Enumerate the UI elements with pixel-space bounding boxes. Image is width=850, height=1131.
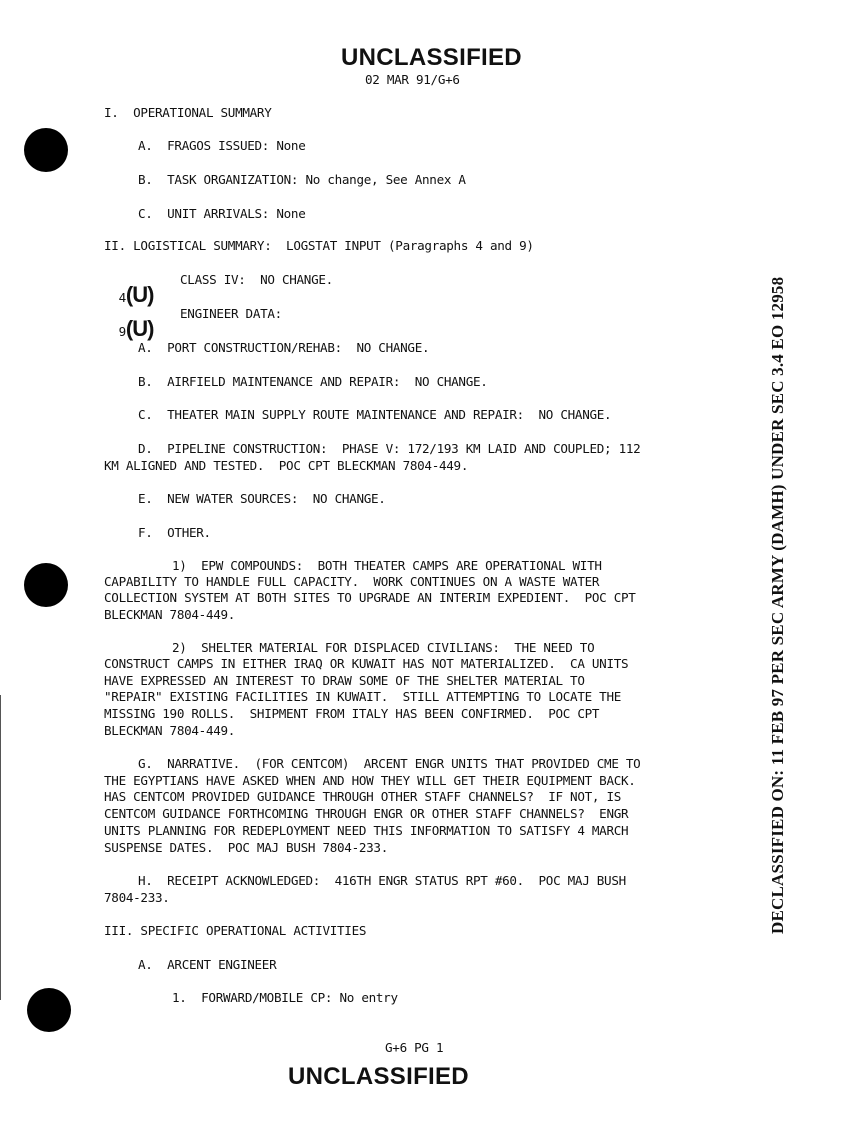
scan-margin-line — [0, 695, 1, 1000]
declassification-stamp: DECLASSIFIED ON: 11 FEB 97 PER SEC ARMY (DAMH) UNDER SEC 3.4 EO 12958 — [768, 276, 787, 934]
item-f2-line-5: MISSING 190 ROLLS. SHIPMENT FROM ITALY HAS BEEN CONFIRMED. POC CPT — [104, 706, 600, 721]
item-f1-line-1: 1) EPW COMPOUNDS: BOTH THEATER CAMPS ARE OPERATIONAL WITH — [172, 558, 602, 573]
paragraph-4-number: 4 — [118, 289, 126, 305]
item-f2-line-4: "REPAIR" EXISTING FACILITIES IN KUWAIT. STILL ATTEMPTING TO LOCATE THE — [104, 689, 622, 704]
paragraph-4-text: CLASS IV: NO CHANGE. — [180, 272, 333, 287]
item-g-line-3: HAS CENTCOM PROVIDED GUIDANCE THROUGH OTHER STAFF CHANNELS? IF NOT, IS — [104, 789, 622, 804]
section-3-title: III. SPECIFIC OPERATIONAL ACTIVITIES — [104, 923, 367, 938]
section-2-item-d-line-1: D. PIPELINE CONSTRUCTION: PHASE V: 172/193 KM LAID AND COUPLED; 112 — [138, 441, 641, 456]
item-g-line-6: SUSPENSE DATES. POC MAJ BUSH 7804-233. — [104, 840, 389, 855]
dateline: 02 MAR 91/G+6 — [365, 72, 460, 87]
item-f2-line-2: CONSTRUCT CAMPS IN EITHER IRAQ OR KUWAIT HAS NOT MATERIALIZED. CA UNITS — [104, 656, 629, 671]
handwritten-marking: (U) — [125, 281, 154, 307]
punch-hole-middle — [24, 563, 68, 607]
paragraph-9-number: 9 — [118, 323, 126, 339]
punch-hole-bottom — [27, 988, 71, 1032]
section-3-item-a1: 1. FORWARD/MOBILE CP: No entry — [172, 990, 398, 1005]
item-h-line-1: H. RECEIPT ACKNOWLEDGED: 416TH ENGR STATUS RPT #60. POC MAJ BUSH — [138, 873, 626, 888]
item-g-line-5: UNITS PLANNING FOR REDEPLOYMENT NEED THIS INFORMATION TO SATISFY 4 MARCH — [104, 823, 629, 838]
section-1-item-a: A. FRAGOS ISSUED: None — [138, 138, 306, 153]
section-1-title: I. OPERATIONAL SUMMARY — [104, 105, 272, 120]
section-1-item-b: B. TASK ORGANIZATION: No change, See Annex A — [138, 172, 466, 187]
paragraph-9 — [104, 304, 153, 340]
paragraph-4 — [104, 270, 153, 306]
item-f2-line-1: 2) SHELTER MATERIAL FOR DISPLACED CIVILIANS: THE NEED TO — [172, 640, 595, 655]
item-f1-line-3: COLLECTION SYSTEM AT BOTH SITES TO UPGRADE AN INTERIM EXPEDIENT. POC CPT — [104, 590, 636, 605]
section-2-item-d-line-2: KM ALIGNED AND TESTED. POC CPT BLECKMAN 7804-449. — [104, 458, 469, 473]
section-2-item-c: C. THEATER MAIN SUPPLY ROUTE MAINTENANCE AND REPAIR: NO CHANGE. — [138, 407, 612, 422]
handwritten-marking: (U) — [125, 315, 154, 341]
section-2-item-b: B. AIRFIELD MAINTENANCE AND REPAIR: NO CHANGE. — [138, 374, 488, 389]
item-h-line-2: 7804-233. — [104, 890, 170, 905]
section-2-item-f: F. OTHER. — [138, 525, 211, 540]
item-f2-line-3: HAVE EXPRESSED AN INTEREST TO DRAW SOME OF THE SHELTER MATERIAL TO — [104, 673, 585, 688]
section-2-item-e: E. NEW WATER SOURCES: NO CHANGE. — [138, 491, 386, 506]
item-f2-line-6: BLECKMAN 7804-449. — [104, 723, 236, 738]
page-number: G+6 PG 1 — [385, 1040, 444, 1055]
item-g-line-1: G. NARRATIVE. (FOR CENTCOM) ARCENT ENGR UNITS THAT PROVIDED CME TO — [138, 756, 641, 771]
punch-hole-top — [24, 128, 68, 172]
item-f1-line-2: CAPABILITY TO HANDLE FULL CAPACITY. WORK CONTINUES ON A WASTE WATER — [104, 574, 600, 589]
classification-footer: UNCLASSIFIED — [288, 1063, 469, 1090]
paragraph-9-text: ENGINEER DATA: — [180, 306, 282, 321]
item-f1-line-4: BLECKMAN 7804-449. — [104, 607, 236, 622]
section-3-item-a: A. ARCENT ENGINEER — [138, 957, 277, 972]
classification-header: UNCLASSIFIED — [341, 44, 522, 71]
section-2-item-a: A. PORT CONSTRUCTION/REHAB: NO CHANGE. — [138, 340, 430, 355]
section-2-title: II. LOGISTICAL SUMMARY: LOGSTAT INPUT (Paragraphs 4 and 9) — [104, 238, 534, 253]
item-g-line-2: THE EGYPTIANS HAVE ASKED WHEN AND HOW THEY WILL GET THEIR EQUIPMENT BACK. — [104, 773, 636, 788]
item-g-line-4: CENTCOM GUIDANCE FORTHCOMING THROUGH ENGR OR OTHER STAFF CHANNELS? ENGR — [104, 806, 629, 821]
section-1-item-c: C. UNIT ARRIVALS: None — [138, 206, 306, 221]
